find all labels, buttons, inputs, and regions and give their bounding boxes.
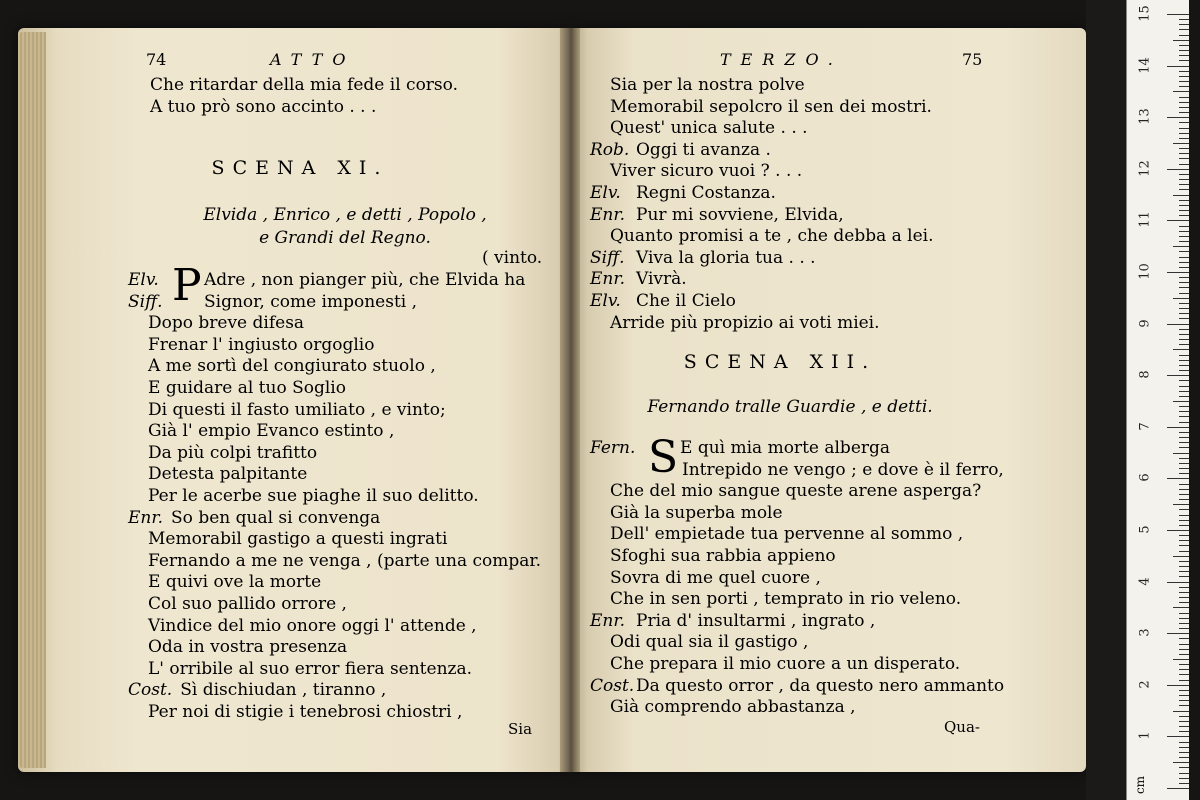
ruler-tick: [1179, 158, 1189, 159]
ruler-tick: [1179, 205, 1189, 206]
dialogue-line: Intrepido ne vengo ; e dove è il ferro,: [682, 459, 1004, 480]
ruler-tick: [1179, 690, 1189, 691]
text-line: A tuo prò sono accinto . . .: [150, 96, 377, 117]
ruler-tick: [1179, 571, 1189, 572]
ruler-tick: [1167, 117, 1189, 118]
dialogue-line: [590, 313, 934, 335]
dialogue-line: [590, 291, 934, 313]
ruler-tick: [1179, 76, 1189, 77]
ruler-tick: [1179, 540, 1189, 541]
ruler-tick: [1179, 623, 1189, 624]
ruler-tick: [1179, 50, 1189, 51]
line-text: Vivrà.: [636, 269, 687, 290]
dialogue-line: Già l' empio Evanco estinto ,: [148, 421, 395, 442]
ruler-tick: [1179, 664, 1189, 665]
measuring-ruler: [1126, 0, 1189, 800]
ruler-tick: [1179, 174, 1189, 175]
dialogue-line: Odi qual sia il gastigo ,: [610, 632, 809, 653]
ruler-number: 2: [1137, 680, 1153, 689]
line-text: Viva la gloria tua . . .: [636, 247, 816, 268]
ruler-tick: [1179, 313, 1189, 314]
dialogue-line: [590, 269, 934, 291]
ruler-tick: [1167, 14, 1189, 15]
ruler-tick: [1173, 504, 1189, 505]
ruler-tick: [1179, 628, 1189, 629]
ruler-tick: [1173, 91, 1189, 92]
ruler-tick: [1179, 638, 1189, 639]
line-text: Quest' unica salute . . .: [610, 118, 808, 139]
ruler-tick: [1179, 318, 1189, 319]
ruler-number: 4: [1137, 576, 1153, 586]
dialogue-line: [590, 248, 934, 270]
ruler-tick: [1179, 122, 1189, 123]
left-running-head: ATTO: [270, 50, 356, 69]
ruler-tick: [1179, 55, 1189, 56]
ruler-tick: [1179, 587, 1189, 588]
ruler-tick: [1167, 788, 1189, 789]
right-running-head: TERZO.: [720, 50, 843, 69]
ruler-tick: [1179, 525, 1189, 526]
ruler-tick: [1173, 143, 1189, 144]
ruler-tick: [1179, 391, 1189, 392]
ruler-number: 1: [1137, 731, 1153, 741]
dialogue-line: Frenar l' ingiusto orgoglio: [148, 334, 375, 355]
ruler-tick: [1179, 473, 1189, 474]
ruler-tick: [1179, 778, 1189, 779]
ruler-tick: [1179, 592, 1189, 593]
ruler-tick: [1179, 411, 1189, 412]
line-text: Sia per la nostra polve: [610, 75, 805, 95]
ruler-tick: [1179, 396, 1189, 397]
speaker-label: Enr.: [128, 507, 164, 528]
ruler-tick: [1179, 148, 1189, 149]
ruler-tick: [1179, 226, 1189, 227]
dialogue-line: Oda in vostra presenza: [148, 637, 348, 658]
ruler-tick: [1179, 545, 1189, 546]
dialogue-line: Dell' empietade tua pervenne al sommo ,: [610, 524, 964, 545]
ruler-tick: [1167, 272, 1189, 273]
ruler-tick: [1179, 731, 1189, 732]
left-catchword: Sia: [508, 720, 533, 738]
ruler-tick: [1173, 349, 1189, 350]
dialogue-line: [590, 611, 1004, 633]
ruler-tick: [1179, 644, 1189, 645]
line-text: Pur mi sovviene, Elvida,: [636, 204, 844, 225]
dialogue-line: Sfoghi sua rabbia appieno: [610, 545, 836, 566]
ruler-tick: [1179, 674, 1189, 675]
ruler-tick: [1179, 380, 1189, 381]
ruler-tick: [1179, 416, 1189, 417]
ruler-number: 3: [1137, 628, 1153, 637]
line-text: Da questo orror , da questo nero ammanto: [636, 675, 1005, 696]
dialogue-line: [590, 205, 934, 227]
line-text: Adre , non pianger più, che Elvida ha: [204, 270, 526, 290]
ruler-tick: [1179, 287, 1189, 288]
speaker-label: Rob.: [590, 139, 630, 160]
background-strip: [1086, 0, 1126, 800]
ruler-tick: [1179, 133, 1189, 134]
ruler-tick: [1179, 442, 1189, 443]
ruler-tick: [1179, 189, 1189, 190]
dialogue-line: Per noi di stigie i tenebrosi chiostri ,: [148, 701, 463, 722]
right-top-lines: [590, 75, 934, 334]
ruler-number: 10: [1137, 263, 1153, 280]
dialogue-line: Già la superba mole: [610, 502, 783, 523]
ruler-tick: [1179, 716, 1189, 717]
dialogue-line: Sovra di me quel cuore ,: [610, 567, 821, 588]
right-dialogue: [590, 432, 1005, 719]
dialogue-line: Fernando a me ne venga , (parte una compar.: [148, 550, 542, 571]
ruler-number: 12: [1137, 160, 1153, 177]
speaker-label: Siff.: [128, 291, 163, 312]
left-drop-cap: P: [172, 260, 202, 311]
dialogue-line: [590, 438, 1004, 460]
page-edges: [18, 32, 46, 768]
ruler-tick: [1173, 711, 1189, 712]
dialogue-line: [590, 226, 934, 248]
ruler-tick: [1179, 757, 1189, 758]
line-text: Signor, come imponesti ,: [204, 291, 418, 312]
ruler-tick: [1167, 427, 1189, 428]
ruler-tick: [1179, 468, 1189, 469]
ruler-tick: [1179, 210, 1189, 211]
ruler-tick: [1179, 355, 1189, 356]
ruler-tick: [1179, 360, 1189, 361]
ruler-tick: [1179, 45, 1189, 46]
right-page-number: 75: [962, 50, 983, 69]
line-text: E quì mia morte alberga: [680, 438, 891, 458]
ruler-tick: [1179, 484, 1189, 485]
ruler-tick: [1173, 298, 1189, 299]
ruler-tick: [1179, 215, 1189, 216]
ruler-tick: [1179, 499, 1189, 500]
ruler-tick: [1173, 659, 1189, 660]
dialogue-line: E guidare al tuo Soglio: [148, 377, 346, 398]
dialogue-line: Da più colpi trafitto: [148, 442, 318, 463]
left-top-lines: [150, 75, 458, 118]
ruler-tick: [1179, 386, 1189, 387]
speaker-label: Elv.: [590, 182, 621, 203]
ruler-tick: [1167, 375, 1189, 376]
ruler-tick: [1179, 437, 1189, 438]
ruler-tick: [1179, 251, 1189, 252]
ruler-tick: [1179, 29, 1189, 30]
ruler-tick: [1179, 700, 1189, 701]
ruler-tick: [1167, 736, 1189, 737]
ruler-tick: [1179, 262, 1189, 263]
ruler-tick: [1167, 633, 1189, 634]
ruler-tick: [1179, 200, 1189, 201]
ruler-tick: [1179, 24, 1189, 25]
ruler-tick: [1179, 241, 1189, 242]
ruler-tick: [1179, 773, 1189, 774]
line-text: Oggi ti avanza .: [636, 139, 771, 160]
line-text: So ben qual si convenga: [171, 507, 381, 528]
ruler-number: 13: [1137, 108, 1153, 125]
speaker-label: Enr.: [590, 610, 626, 631]
ruler-tick: [1179, 680, 1189, 681]
speaker-label: Siff.: [590, 247, 625, 268]
ruler-tick: [1179, 329, 1189, 330]
ruler-tick: [1179, 509, 1189, 510]
ruler-tick: [1179, 535, 1189, 536]
dialogue-line: [128, 680, 541, 702]
right-catchword: Qua-: [944, 718, 980, 736]
ruler-tick: [1179, 334, 1189, 335]
ruler-tick: [1179, 432, 1189, 433]
ruler-tick: [1179, 81, 1189, 82]
dialogue-line: [128, 270, 541, 292]
ruler-tick: [1179, 102, 1189, 103]
ruler-tick: [1167, 66, 1189, 67]
dialogue-line: Di questi il fasto umiliato , e vinto;: [148, 399, 446, 420]
ruler-tick: [1179, 767, 1189, 768]
dialogue-line: Per le acerbe sue piaghe il suo delitto.: [148, 485, 479, 506]
speaker-label: Elv.: [590, 290, 621, 311]
dialogue-line: Che del mio sangue queste arene asperga?: [610, 481, 982, 502]
dialogue-line: [590, 118, 934, 140]
ruler-tick: [1179, 747, 1189, 748]
ruler-tick: [1179, 458, 1189, 459]
ruler-tick: [1167, 685, 1189, 686]
line-text: Quanto promisi a te , che debba a lei.: [610, 226, 934, 247]
ruler-number: 9: [1137, 318, 1153, 328]
left-scene-title: SCENA XI.: [211, 157, 389, 179]
ruler-number: 15: [1137, 5, 1153, 22]
dialogue-line: L' orribile al suo error fiera sentenza.: [148, 658, 473, 679]
ruler-tick: [1179, 695, 1189, 696]
ruler-tick: [1179, 308, 1189, 309]
ruler-number: 14: [1137, 56, 1153, 74]
dialogue-line: [590, 75, 934, 97]
ruler-tick: [1179, 726, 1189, 727]
dialogue-line: [590, 183, 934, 205]
ruler-tick: [1179, 566, 1189, 567]
ruler-tick: [1179, 60, 1189, 61]
ruler-tick: [1179, 112, 1189, 113]
ruler-tick: [1179, 282, 1189, 283]
speaker-label: Cost.: [128, 680, 173, 701]
line-text: Viver sicuro vuoi ? . . .: [610, 161, 803, 182]
dialogue-line: [128, 292, 541, 314]
ruler-tick: [1179, 138, 1189, 139]
ruler-tick: [1179, 520, 1189, 521]
ruler-tick: [1167, 324, 1189, 325]
ruler-tick: [1179, 164, 1189, 165]
speaker-label: Elv.: [128, 270, 159, 290]
ruler-tick: [1179, 184, 1189, 185]
left-cast-line-1: Elvida , Enrico , e detti , Popolo ,: [203, 205, 487, 225]
ruler-tick: [1179, 721, 1189, 722]
ruler-tick: [1179, 231, 1189, 232]
ruler-tick: [1179, 35, 1189, 36]
dialogue-line: [128, 508, 541, 530]
dialogue-line: [590, 161, 934, 183]
line-text: Che il Cielo: [636, 290, 736, 311]
ruler-tick: [1179, 303, 1189, 304]
dialogue-line: E quivi ove la morte: [148, 572, 322, 593]
speaker-label: Enr.: [590, 204, 626, 225]
ruler-tick: [1179, 561, 1189, 562]
dialogue-line: [590, 140, 934, 162]
left-cast-line-2: e Grandi del Regno.: [259, 228, 431, 248]
ruler-tick: [1173, 195, 1189, 196]
dialogue-line: Memorabil gastigo a questi ingrati: [148, 529, 448, 550]
dialogue-line: Vindice del mio onore oggi l' attende ,: [148, 615, 477, 636]
left-dialogue: [128, 270, 541, 723]
dialogue-line: Dopo breve difesa: [148, 313, 305, 334]
ruler-tick: [1179, 97, 1189, 98]
ruler-number: 7: [1137, 422, 1153, 431]
ruler-tick: [1179, 107, 1189, 108]
ruler-tick: [1179, 406, 1189, 407]
right-drop-cap: S: [648, 432, 679, 483]
ruler-tick: [1179, 19, 1189, 20]
ruler-tick: [1179, 128, 1189, 129]
ruler-tick: [1179, 422, 1189, 423]
ruler-tick: [1179, 344, 1189, 345]
ruler-tick: [1173, 556, 1189, 557]
ruler-tick: [1173, 401, 1189, 402]
ruler-number: 5: [1137, 525, 1153, 534]
ruler-tick: [1179, 576, 1189, 577]
ruler-tick: [1179, 613, 1189, 614]
speaker-label: Fern.: [590, 438, 636, 458]
ruler-tick: [1179, 752, 1189, 753]
left-page-number: 74: [146, 50, 167, 69]
ruler-tick: [1173, 40, 1189, 41]
ruler-tick: [1179, 257, 1189, 258]
ruler-tick: [1179, 267, 1189, 268]
ruler-tick: [1179, 370, 1189, 371]
ruler-tick: [1167, 582, 1189, 583]
ruler-tick: [1173, 762, 1189, 763]
ruler-tick: [1167, 169, 1189, 170]
ruler-tick: [1179, 293, 1189, 294]
ruler-tick: [1179, 669, 1189, 670]
ruler-tick: [1179, 71, 1189, 72]
book-gutter: [560, 28, 580, 772]
right-scene-title: SCENA XII.: [683, 351, 877, 373]
line-text: Pria d' insultarmi , ingrato ,: [636, 610, 876, 631]
ruler-tick: [1179, 494, 1189, 495]
line-text: Regni Costanza.: [636, 182, 776, 203]
line-text: Memorabil sepolcro il sen dei mostri.: [610, 96, 932, 117]
ruler-tick: [1179, 649, 1189, 650]
dialogue-line: [590, 676, 1004, 698]
dialogue-line: A me sortì del congiurato stuolo ,: [148, 356, 436, 377]
ruler-number: 11: [1137, 211, 1153, 229]
ruler-number: 6: [1137, 473, 1153, 483]
ruler-tick: [1179, 783, 1189, 784]
ruler-tick: [1167, 530, 1189, 531]
ruler-tick: [1179, 602, 1189, 603]
ruler-tick: [1179, 236, 1189, 237]
ruler-tick: [1173, 246, 1189, 247]
ruler-tick: [1179, 618, 1189, 619]
ruler-tick: [1179, 339, 1189, 340]
left-carry-word: ( vinto.: [482, 248, 543, 268]
dialogue-line: Col suo pallido orrore ,: [148, 593, 347, 614]
ruler-tick: [1179, 551, 1189, 552]
ruler-tick: [1179, 277, 1189, 278]
text-line: Che ritardar della mia fede il corso.: [150, 75, 459, 95]
ruler-tick: [1179, 447, 1189, 448]
speaker-label: Enr.: [590, 269, 626, 290]
ruler-tick: [1179, 742, 1189, 743]
ruler-tick: [1179, 365, 1189, 366]
ruler-tick: [1179, 153, 1189, 154]
dialogue-line: Detesta palpitante: [148, 464, 308, 485]
ruler-tick: [1179, 654, 1189, 655]
ruler-tick: [1179, 705, 1189, 706]
ruler-tick: [1179, 86, 1189, 87]
ruler-tick: [1179, 463, 1189, 464]
dialogue-line: Già comprendo abbastanza ,: [610, 697, 856, 718]
ruler-tick: [1179, 515, 1189, 516]
line-text: Sì dischiudan , tiranno ,: [180, 680, 387, 701]
ruler-tick: [1173, 453, 1189, 454]
ruler-tick: [1179, 179, 1189, 180]
speaker-label: Cost.: [590, 675, 635, 696]
ruler-number: 8: [1137, 370, 1153, 379]
ruler-tick: [1167, 220, 1189, 221]
right-cast-line: Fernando tralle Guardie , e detti.: [647, 397, 933, 417]
dialogue-line: [590, 97, 934, 119]
ruler-tick: [1167, 478, 1189, 479]
ruler-tick: [1179, 597, 1189, 598]
ruler-unit: cm: [1133, 775, 1148, 795]
ruler-tick: [1179, 489, 1189, 490]
dialogue-line: Che prepara il mio cuore a un disperato.: [610, 653, 961, 674]
ruler-tick: [1173, 607, 1189, 608]
line-text: Arride più propizio ai voti miei.: [610, 312, 880, 333]
dialogue-line: Che in sen porti , temprato in rio veleno.: [610, 589, 962, 610]
